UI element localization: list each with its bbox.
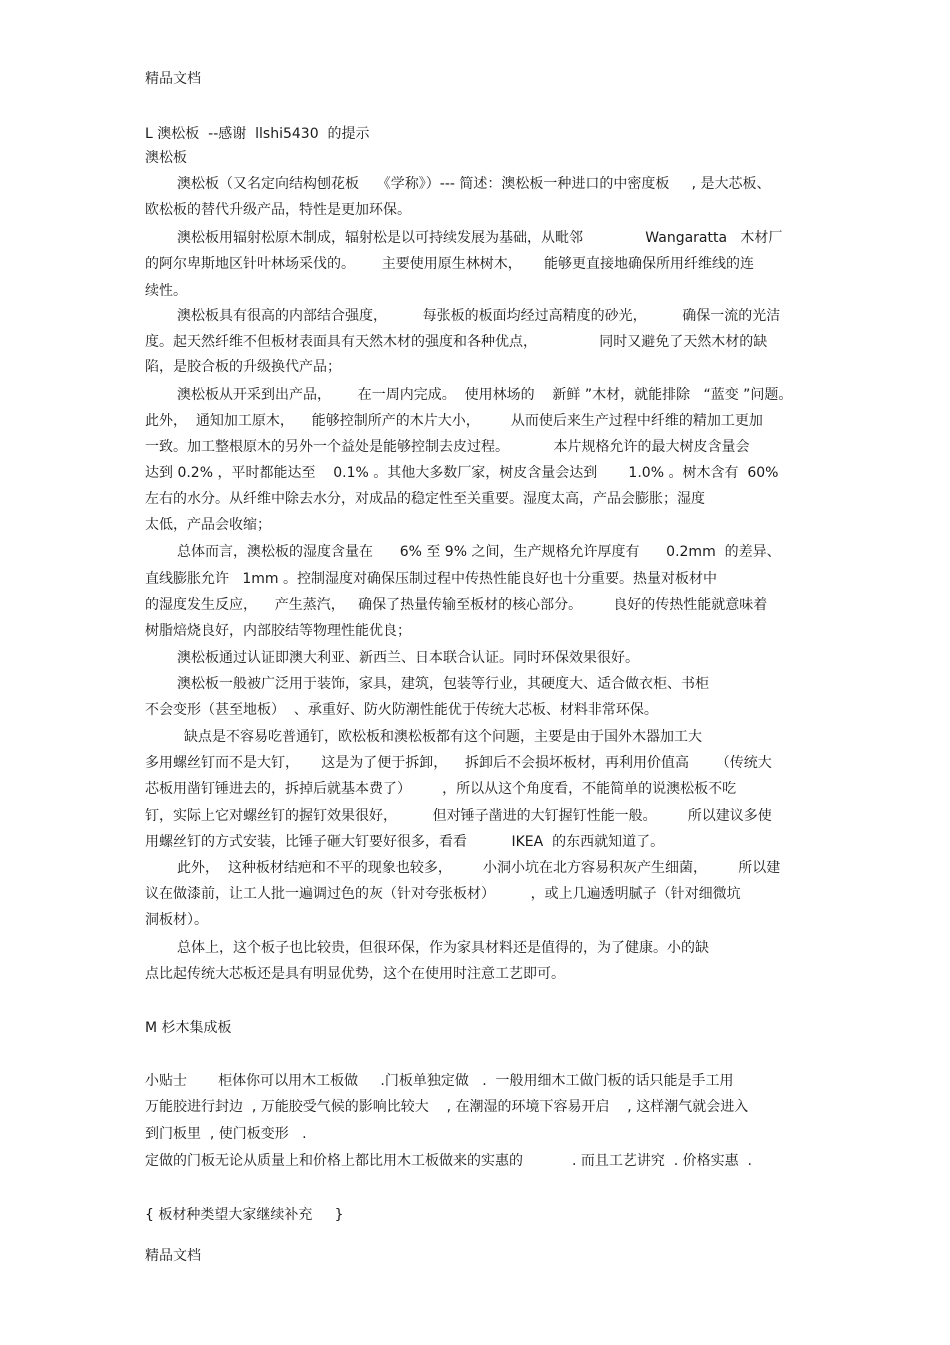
paragraph-line: 定做的门板无论从质量上和价格上都比用木工板做来的实惠的 . 而且工艺讲究 . 价格实惠 . (145, 1153, 753, 1169)
paragraph-line: 续性。 (145, 283, 187, 299)
paragraph-line: 澳松板用辐射松原木制成，辐射松是以可持续发展为基础，从毗邻 Wangaratta 木材厂 (177, 230, 783, 246)
paragraph-line: 缺点是不容易吃普通钉，欧松板和澳松板都有这个问题，主要是由于国外木器加工大 (184, 729, 702, 745)
paragraph-line: 达到 0.2% ，平时都能达至 0.1% 。其他大多数厂家，树皮含量会达到 1.0% 。树木含有 60% (145, 465, 779, 481)
paragraph-line: 万能胶进行封边 , 万能胶受气候的影响比较大 , 在潮湿的环境下容易开启 , 这样潮气就会进入 (145, 1099, 749, 1115)
paragraph-line: 一致。加工整根原木的另外一个益处是能够控制去皮过程。 本片规格允许的最大树皮含量会 (145, 439, 750, 455)
paragraph-line: 不会变形（甚至地板） 、承重好、防火防潮性能优于传统大芯板、材料非常环保。 (145, 702, 658, 718)
paragraph-line: 欧松板的替代升级产品，特性是更加环保。 (145, 202, 411, 218)
paragraph-line: 直线膨胀允许 1mm 。控制湿度对确保压制过程中传热性能良好也十分重要。热量对板材中 (145, 571, 717, 587)
paragraph-line: 钉，实际上它对螺丝钉的握钉效果很好， 但对锤子凿进的大钉握钉性能一般。 所以建议多使 (145, 808, 772, 824)
paragraph-line: 此外， 这种板材结疤和不平的现象也较多， 小洞小坑在北方容易积灰产生细菌， 所以建 (177, 860, 781, 876)
paragraph-line: 树脂焙烧良好，内部胶结等物理性能优良； (145, 623, 411, 639)
paragraph-line: 芯板用凿钉锤进去的，拆掉后就基本费了） ，所以从这个角度看，不能简单的说澳松板不吃 (145, 781, 737, 797)
paragraph-line: 太低，产品会收缩； (145, 517, 271, 533)
paragraph-line: 陷，是胶合板的升级换代产品； (145, 359, 341, 375)
paragraph-line: 澳松板一般被广泛用于装饰，家具，建筑，包装等行业，其硬度大、适合做衣柜、书柜 (177, 676, 709, 692)
paragraph-line: 用螺丝钉的方式安装，比锤子砸大钉要好很多，看看 IKEA 的东西就知道了。 (145, 834, 665, 850)
closing-note: { 板材种类望大家继续补充 } (145, 1207, 344, 1223)
paragraph-line: 澳松板通过认证即澳大利亚、新西兰、日本联合认证。同时环保效果很好。 (177, 650, 639, 666)
paragraph-line: 多用螺丝钉而不是大钉， 这是为了便于拆卸， 拆卸后不会损坏板材，再利用价值高 （传统大 (145, 755, 772, 771)
section-l-title: L 澳松板 --感谢 llshi5430 的提示 (145, 126, 370, 142)
paragraph-line: 小贴士 柜体你可以用木工板做 .门板单独定做 . 一般用细木工做门板的话只能是手工用 (145, 1073, 734, 1089)
paragraph-line: 此外， 通知加工原木， 能够控制所产的木片大小， 从而使后来生产过程中纤维的精加工更加 (145, 413, 763, 429)
paragraph-line: 总体上，这个板子也比较贵，但很环保，作为家具材料还是值得的，为了健康。小的缺 (177, 940, 709, 956)
paragraph-line: 澳松板具有很高的内部结合强度， 每张板的板面均经过高精度的砂光， 确保一流的光洁 (177, 308, 781, 324)
paragraph-line: 左右的水分。从纤维中除去水分，对成品的稳定性至关重要。湿度太高，产品会膨胀；湿度 (145, 491, 705, 507)
paragraph-line: 的湿度发生反应， 产生蒸汽， 确保了热量传输至板材的核心部分。 良好的传热性能就意味着 (145, 597, 768, 613)
page-footer: 精品文档 (145, 1248, 201, 1264)
section-m-title: M 杉木集成板 (145, 1020, 232, 1036)
paragraph-line: 总体而言，澳松板的湿度含量在 6% 至 9% 之间，生产规格允许厚度有 0.2mm 的差异、 (177, 544, 781, 560)
paragraph-line: 的阿尔卑斯地区针叶林场采伐的。 主要使用原生林树木， 能够更直接地确保所用纤维线的连 (145, 256, 754, 272)
page-header: 精品文档 (145, 71, 201, 87)
paragraph-line: 度。起天然纤维不但板材表面具有天然木材的强度和各种优点， 同时又避免了天然木材的缺 (145, 334, 768, 350)
paragraph-line: 澳松板（又名定向结构刨花板 《学称》）--- 简述：澳松板一种进口的中密度板 , 是大芯板、 (177, 176, 771, 192)
paragraph-line: 点比起传统大芯板还是具有明显优势，这个在使用时注意工艺即可。 (145, 966, 565, 982)
paragraph-line: 洞板材）。 (145, 912, 208, 928)
paragraph-line: 议在做漆前，让工人批一遍调过色的灰（针对夸张板材） ，或上几遍透明腻子（针对细微坑 (145, 886, 741, 902)
paragraph-line: 到门板里 , 使门板变形 . (145, 1126, 307, 1142)
section-l-subtitle: 澳松板 (145, 150, 187, 166)
paragraph-line: 澳松板从开采到出产品， 在一周内完成。 使用林场的 新鲜 ”木材，就能排除 “蓝变 ”问题。 (177, 387, 793, 403)
